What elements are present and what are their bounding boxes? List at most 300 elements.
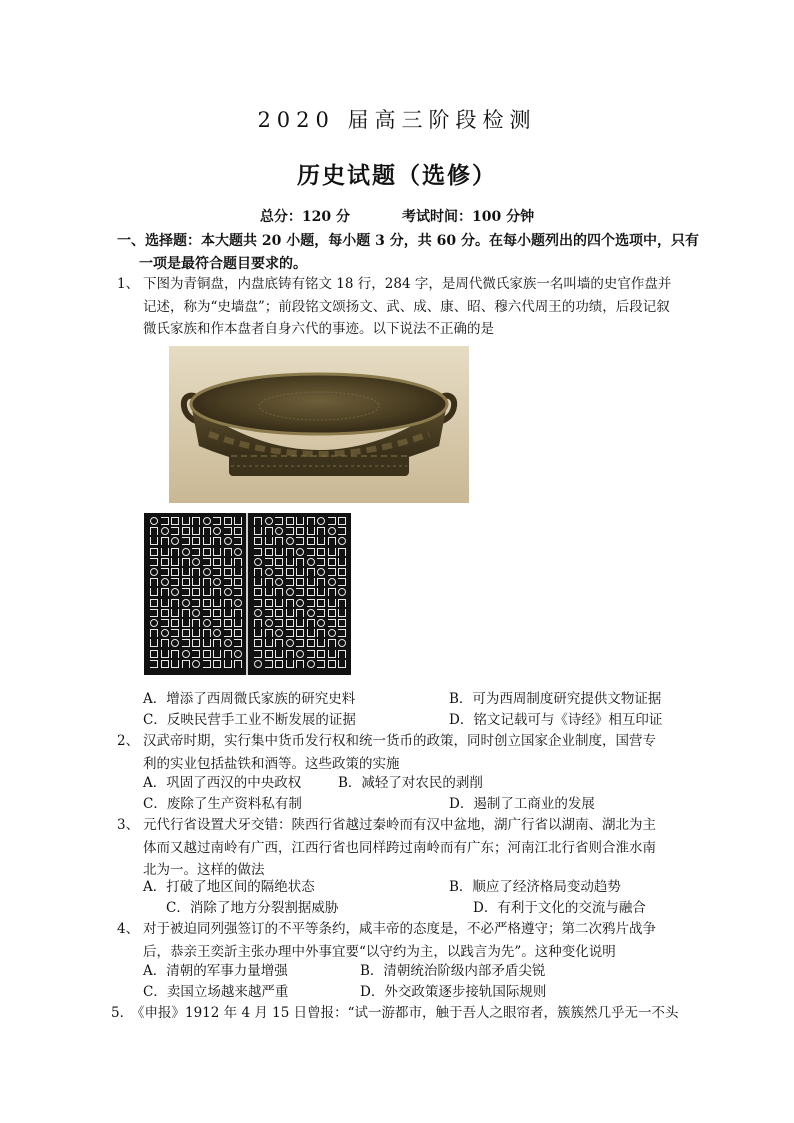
inscription-glyph [213,568,221,576]
inscription-glyph [286,619,294,627]
inscription-glyph [265,568,273,576]
inscription-glyph [224,568,232,576]
inscription-glyph [171,558,179,566]
inscription-glyph [234,537,242,545]
inscription-glyph [275,558,283,566]
inscription-glyph [150,578,158,586]
inscription-glyph [182,588,190,596]
inscription-glyph [234,639,242,647]
inscription-glyph [307,548,315,556]
inscription-glyph [254,527,262,535]
inscription-glyph [286,650,294,658]
question-line: 利的实业包括盐铁和酒等。这些政策的实施 [143,755,400,772]
inscription-glyph [317,548,325,556]
inscription-glyph [307,639,315,647]
inscription-glyph [296,517,304,525]
inscription-glyph [171,517,179,525]
inscription-glyph [296,588,304,596]
inscription-glyph [328,537,336,545]
exam-meta [0,206,794,226]
inscription-glyph [192,568,200,576]
inscription-glyph [254,568,262,576]
inscription-glyph [182,599,190,607]
inscription-glyph [338,650,346,658]
inscription-glyph [171,660,179,668]
inscription-glyph [307,537,315,545]
inscription-glyph [150,619,158,627]
inscription-glyph [161,588,169,596]
question-3 [117,814,687,882]
inscription-glyph [328,660,336,668]
inscription-glyph [286,609,294,617]
inscription-glyph [338,548,346,556]
inscription-column [161,517,170,669]
inscription-glyph [317,660,325,668]
inscription-glyph [286,517,294,525]
inscription-glyph [338,599,346,607]
inscription-glyph [171,639,179,647]
inscription-glyph [171,568,179,576]
inscription-glyph [192,588,200,596]
inscription-glyph [265,629,273,637]
q1-option-a: A．增添了西周微氏家族的研究史料 [143,691,356,707]
inscription-column [286,517,295,669]
q1-option-d: D．铭文记载可与《诗经》相互印证 [449,712,663,728]
inscription-glyph [161,609,169,617]
inscription-glyph [234,629,242,637]
question-5 [111,1002,697,1025]
question-line: 北为一。这样的做法 [143,862,265,878]
inscription-glyph [192,578,200,586]
inscription-glyph [275,578,283,586]
inscription-glyph [234,548,242,556]
inscription-glyph [150,609,158,617]
inscription-glyph [338,537,346,545]
inscription-glyph [328,578,336,586]
inscription-glyph [203,588,211,596]
inscription-glyph [265,660,273,668]
inscription-glyph [317,619,325,627]
bronze-basin-photo [169,346,469,503]
inscription-glyph [203,639,211,647]
inscription-glyph [150,588,158,596]
inscription-glyph [213,629,221,637]
q3-option-d: D．有利于文化的交流与融合 [473,900,646,916]
inscription-glyph [265,578,273,586]
inscription-glyph [203,568,211,576]
inscription-glyph [307,660,315,668]
inscription-glyph [275,527,283,535]
inscription-column [338,517,347,669]
inscription-glyph [213,650,221,658]
inscription-glyph [224,537,232,545]
inscription-glyph [161,548,169,556]
inscription-glyph [171,619,179,627]
inscription-glyph [161,639,169,647]
inscription-glyph [171,599,179,607]
inscription-glyph [213,660,221,668]
inscription-glyph [254,578,262,586]
inscription-glyph [317,568,325,576]
inscription-glyph [182,639,190,647]
inscription-glyph [234,609,242,617]
inscription-glyph [203,660,211,668]
inscription-glyph [296,578,304,586]
inscription-glyph [203,537,211,545]
inscription-glyph [328,650,336,658]
inscription-glyph [213,517,221,525]
inscription-column [224,517,233,669]
inscription-glyph [275,629,283,637]
inscription-glyph [265,537,273,545]
q2-option-a: A．巩固了西汉的中央政权 [143,775,302,791]
inscription-glyph [161,537,169,545]
inscription-glyph [150,558,158,566]
inscription-glyph [317,527,325,535]
inscription-glyph [161,558,169,566]
question-number: 3、 [117,817,140,833]
inscription-glyph [161,517,169,525]
inscription-glyph [275,517,283,525]
question-line: 下图为青铜盘，内盘底铸有铭文 18 行，284 字，是周代微氏家族一名叫墙的史官作盘并 [143,276,672,292]
inscription-glyph [150,629,158,637]
inscription-glyph [328,629,336,637]
inscription-glyph [296,639,304,647]
inscription-glyph [234,578,242,586]
inscription-glyph [254,588,262,596]
question-line: 体而又越过南岭有广西，江西行省也同样跨过南岭而有广东；河南江北行省则合淮水南 [143,839,656,856]
inscription-glyph [254,629,262,637]
inscription-glyph [224,609,232,617]
inscription-glyph [213,537,221,545]
question-1 [117,273,687,341]
inscription-glyph [296,619,304,627]
inscription-glyph [161,527,169,535]
inscription-glyph [328,609,336,617]
inscription-glyph [275,609,283,617]
inscription-glyph [192,639,200,647]
inscription-glyph [182,517,190,525]
inscription-glyph [286,537,294,545]
inscription-glyph [150,639,158,647]
section-line-1: 一、选择题：本大题共 20 小题，每小题 3 分，共 60 分。在每小题列出的四个选项中，只有 [117,233,699,249]
inscription-glyph [213,619,221,627]
inscription-glyph [224,588,232,596]
inscription-glyph [328,548,336,556]
inscription-glyph [203,650,211,658]
inscription-glyph [265,599,273,607]
inscription-glyph [192,660,200,668]
inscription-glyph [317,578,325,586]
inscription-glyph [338,517,346,525]
inscription-glyph [182,619,190,627]
inscription-glyph [254,548,262,556]
question-line: 汉武帝时期，实行集中货币发行权和统一货币的政策，同时创立国家企业制度，国营专 [143,733,656,749]
inscription-glyph [171,629,179,637]
inscription-glyph [307,599,315,607]
inscription-glyph [213,527,221,535]
section-line-2: 一项是最符合题目要求的。 [139,256,307,272]
inscription-glyph [254,599,262,607]
inscription-column [213,517,222,669]
inscription-glyph [150,527,158,535]
inscription-glyph [338,527,346,535]
section-instructions [117,230,707,276]
inscription-glyph [182,568,190,576]
q3-option-a: A．打破了地区间的隔绝状态 [143,879,315,895]
inscription-glyph [275,599,283,607]
inscription-glyph [203,629,211,637]
inscription-glyph [161,629,169,637]
inscription-glyph [171,527,179,535]
inscription-glyph [338,609,346,617]
inscription-glyph [338,639,346,647]
inscription-glyph [296,568,304,576]
inscription-glyph [307,629,315,637]
q3-option-b: B．顺应了经济格局变动趋势 [449,879,621,895]
inscription-glyph [203,558,211,566]
question-line: 记述，称为“史墙盘”；前段铭文颂扬文、武、成、康、昭、穆六代周王的功绩，后段记叙 [143,298,670,315]
inscription-glyph [296,629,304,637]
inscription-column [234,517,243,669]
inscription-glyph [307,609,315,617]
inscription-glyph [192,527,200,535]
inscription-glyph [296,660,304,668]
inscription-glyph [254,639,262,647]
inscription-glyph [213,639,221,647]
inscription-glyph [224,527,232,535]
inscription-glyph [328,517,336,525]
inscription-glyph [192,599,200,607]
inscription-glyph [171,578,179,586]
question-2 [117,730,687,775]
inscription-glyph [150,599,158,607]
inscription-glyph [224,558,232,566]
inscription-glyph [275,639,283,647]
inscription-glyph [203,619,211,627]
exam-time: 考试时间：100 分钟 [402,209,535,225]
inscription-glyph [275,619,283,627]
inscription-glyph [213,548,221,556]
inscription-glyph [203,609,211,617]
inscription-glyph [150,660,158,668]
inscription-glyph [254,660,262,668]
question-line: 元代行省设置犬牙交错：陕西行省越过秦岭而有汉中盆地，湖广行省以湖南、湖北为主 [143,817,656,833]
inscription-glyph [286,660,294,668]
inscription-glyph [286,629,294,637]
inscription-glyph [296,609,304,617]
inscription-glyph [286,588,294,596]
inscription-glyph [161,660,169,668]
inscription-glyph [234,588,242,596]
inscription-glyph [224,517,232,525]
inscription-glyph [307,619,315,627]
q4-option-a: A．清朝的军事力量增强 [143,963,288,979]
inscription-glyph [254,619,262,627]
inscription-column [275,517,284,669]
inscription-glyph [182,578,190,586]
inscription-glyph [286,568,294,576]
inscription-glyph [192,548,200,556]
inscription-glyph [317,588,325,596]
inscription-glyph [234,619,242,627]
inscription-glyph [307,588,315,596]
inscription-glyph [265,517,273,525]
inscription-glyph [338,588,346,596]
inscription-glyph [182,629,190,637]
inscription-glyph [171,537,179,545]
inscription-glyph [213,609,221,617]
q2-option-b: B．减轻了对农民的剥削 [338,775,483,791]
inscription-glyph [171,609,179,617]
question-number: 5． [111,1005,134,1021]
inscription-glyph [328,568,336,576]
inscription-glyph [254,517,262,525]
question-line: 《申报》1912 年 4 月 15 日曾报：“试一游都市，触于吾人之眼帘者，簇簇然几乎无一不头 [131,1005,679,1021]
inscription-glyph [192,558,200,566]
inscription-glyph [275,548,283,556]
question-number: 4、 [117,921,140,937]
inscription-glyph [265,558,273,566]
inscription-glyph [161,568,169,576]
inscription-glyph [286,578,294,586]
inscription-column [296,517,305,669]
inscription-glyph [265,548,273,556]
inscription-glyph [161,599,169,607]
inscription-glyph [254,609,262,617]
inscription-glyph [338,578,346,586]
inscription-glyph [192,650,200,658]
inscription-glyph [307,517,315,525]
inscription-glyph [317,639,325,647]
inscription-column [328,517,337,669]
inscription-glyph [192,609,200,617]
question-number: 1、 [117,276,140,292]
inscription-glyph [317,537,325,545]
inscription-glyph [307,558,315,566]
q2-option-c: C．废除了生产资料私有制 [143,796,302,812]
inscription-glyph [161,619,169,627]
inscription-glyph [254,558,262,566]
inscription-glyph [150,650,158,658]
inscription-rubbing [144,513,351,675]
inscription-column [254,517,263,669]
inscription-glyph [203,599,211,607]
q2-option-d: D．遏制了工商业的发展 [449,796,595,812]
inscription-column [307,517,316,669]
inscription-glyph [328,588,336,596]
inscription-glyph [275,568,283,576]
inscription-glyph [317,558,325,566]
inscription-glyph [275,588,283,596]
inscription-glyph [182,527,190,535]
question-line: 后，恭亲王奕訢主张办理中外事宜要“以守约为主，以践言为先”。这种变化说明 [143,943,616,960]
inscription-glyph [150,568,158,576]
inscription-glyph [328,558,336,566]
inscription-glyph [307,568,315,576]
inscription-glyph [265,619,273,627]
inscription-glyph [265,588,273,596]
inscription-column [150,517,159,669]
inscription-glyph [182,650,190,658]
inscription-glyph [338,629,346,637]
inscription-glyph [161,578,169,586]
inscription-glyph [203,578,211,586]
inscription-glyph [150,517,158,525]
inscription-glyph [317,517,325,525]
inscription-glyph [317,629,325,637]
inscription-column [203,517,212,669]
inscription-glyph [286,599,294,607]
inscription-glyph [338,619,346,627]
inscription-glyph [234,517,242,525]
inscription-glyph [328,599,336,607]
inscription-glyph [317,650,325,658]
inscription-glyph [265,609,273,617]
inscription-glyph [338,568,346,576]
inscription-glyph [234,650,242,658]
inscription-glyph [171,588,179,596]
inscription-glyph [150,537,158,545]
inscription-glyph [317,609,325,617]
inscription-glyph [224,639,232,647]
inscription-glyph [192,517,200,525]
inscription-glyph [286,548,294,556]
inscription-glyph [338,558,346,566]
inscription-glyph [307,527,315,535]
inscription-column [182,517,191,669]
inscription-glyph [203,548,211,556]
inscription-glyph [265,639,273,647]
inscription-glyph [192,629,200,637]
inscription-glyph [234,568,242,576]
inscription-glyph [296,527,304,535]
inscription-glyph [213,578,221,586]
inscription-glyph [192,537,200,545]
q1-option-c: C．反映民营手工业不断发展的证据 [143,712,356,728]
inscription-glyph [192,619,200,627]
question-line: 对于被迫同列强签订的不平等条约，咸丰帝的态度是，不必严格遵守；第二次鸦片战争 [143,921,656,937]
inscription-glyph [213,588,221,596]
q3-option-c: C．消除了地方分裂割据威胁 [166,900,339,916]
q4-option-d: D．外交政策逐步接轨国际规则 [360,984,547,1000]
inscription-glyph [286,558,294,566]
inscription-glyph [275,537,283,545]
inscription-glyph [338,660,346,668]
inscription-glyph [182,548,190,556]
inscription-glyph [203,517,211,525]
q4-option-b: B．清朝统治阶级内部矛盾尖锐 [360,963,546,979]
inscription-glyph [182,558,190,566]
inscription-glyph [317,599,325,607]
inscription-glyph [328,639,336,647]
question-number: 2、 [117,733,140,749]
inscription-glyph [328,527,336,535]
inscription-glyph [224,578,232,586]
inscription-glyph [213,599,221,607]
inscription-glyph [234,558,242,566]
inscription-glyph [296,599,304,607]
inscription-column [192,517,201,669]
inscription-glyph [224,629,232,637]
q1-option-b: B．可为西周制度研究提供文物证据 [449,691,662,707]
inscription-glyph [161,650,169,658]
inscription-glyph [224,548,232,556]
inscription-glyph [182,660,190,668]
inscription-column [265,517,274,669]
inscription-glyph [328,619,336,627]
inscription-glyph [224,660,232,668]
